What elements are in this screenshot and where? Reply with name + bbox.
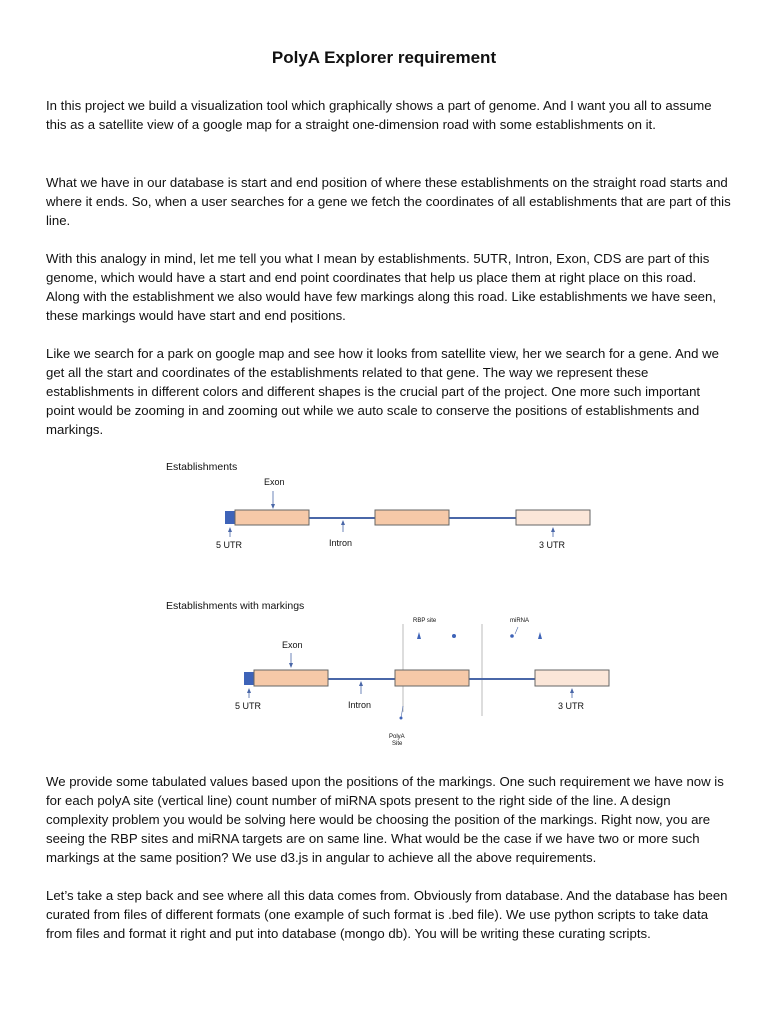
utr5-block — [225, 511, 235, 524]
utr3-label: 3 UTR — [539, 540, 566, 550]
exon-block-1 — [235, 510, 309, 525]
paragraph-establishments: With this analogy in mind, let me tell you what I mean by establishments. 5UTR, Intron, Exon, CDS are part of this genome, which would have a start and end point coordinates that help us place them at right place on this road. Along with the establishment we also would have few markings along this road. Like establishments we have seen, these markings would have start and end positions. — [46, 251, 716, 323]
rbp-site-marker — [417, 632, 421, 639]
utr3-pointer — [551, 527, 555, 537]
mirna-marker-1 — [452, 634, 456, 638]
intron-label-2: Intron — [348, 700, 372, 710]
utr5-label: 5 UTR — [216, 540, 243, 550]
mirna-pointer — [515, 627, 518, 634]
utr5-pointer — [228, 527, 232, 537]
intron-pointer-2 — [359, 681, 363, 694]
mirna-label: miRNA — [510, 618, 529, 624]
utr3-block — [516, 510, 590, 525]
diagram1-heading: Establishments — [166, 461, 238, 473]
exon-pointer-2 — [289, 653, 293, 668]
utr5-block-2 — [244, 672, 254, 685]
establishments-with-markings-diagram — [0, 594, 768, 754]
exon-pointer — [271, 491, 275, 509]
intron-label: Intron — [329, 538, 353, 548]
utr5-pointer-2 — [247, 688, 251, 698]
intron-pointer — [341, 520, 345, 532]
exon-block-3 — [254, 670, 328, 686]
polya-site-label-line1: PolyA — [389, 734, 405, 740]
paragraph-database: What we have in our database is start and end position of where these establishments on the straight road starts and where it ends. So, when a user searches for a gene we fetch the coordinates of all establishments that are part of this line. — [46, 175, 731, 228]
exon-label: Exon — [264, 477, 285, 487]
establishments-diagram — [0, 455, 768, 565]
page-title: PolyA Explorer requirement — [271, 48, 497, 67]
utr3-block-2 — [535, 670, 609, 686]
polya-site-label-line2: Site — [392, 741, 403, 747]
paragraph-tabulated: We provide some tabulated values based upon the positions of the markings. One such requirement we have now is for each polyA site (vertical line) count number of miRNA spots present to the right side of the line. A design complexity problem you would be solving here would be choosing the position of the markings. Right now, you are seeing the RBP sites and miRNA targets are on same line. What would be the case if we have two or more such markings at the same position? We use d3.js in angular to achieve all the above requirements. — [46, 774, 724, 865]
paragraph-search: Like we search for a park on google map and see how it looks from satellite view, her we search for a gene. And we get all the start and coordinates of the establishments related to that gene. The way we represent these establishments in different colors and different shapes is the crucial part of the project. One more such important point would be zooming in and zooming out while we auto scale to conserve the positions of establishments and markings. — [46, 346, 719, 437]
paragraph-intro: In this project we build a visualization tool which graphically shows a part of genome. And I want you all to assume this as a satellite view of a google map for a straight one-dimension road with some establishments on it. — [46, 98, 712, 132]
rbp-site-label: RBP site — [413, 618, 437, 624]
exon-block-4 — [395, 670, 469, 686]
utr5-label-2: 5 UTR — [235, 701, 262, 711]
rbp-site-marker-2 — [538, 632, 542, 639]
diagram2-heading: Establishments with markings — [166, 600, 305, 612]
mirna-marker-2 — [510, 634, 514, 638]
utr3-label-2: 3 UTR — [558, 701, 585, 711]
exon-label-2: Exon — [282, 640, 303, 650]
exon-block-2 — [375, 510, 449, 525]
polya-pointer — [400, 706, 404, 720]
paragraph-data-source: Let’s take a step back and see where all this data comes from. Obviously from database. And the database has been curated from files of different formats (one example of such format is .bed file). We use python scripts to take data from files and format it right and put into database (mongo db). You will be writing these curating scripts. — [46, 888, 728, 941]
utr3-pointer-2 — [570, 688, 574, 698]
